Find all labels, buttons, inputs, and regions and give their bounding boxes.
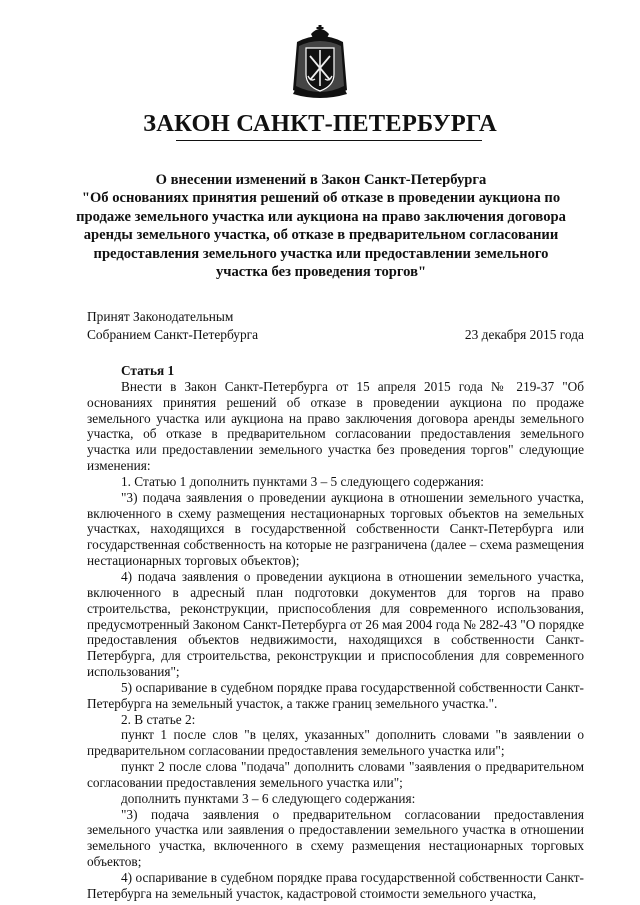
heading-line: аренды земельного участка, об отказе в предварительном согласовании [83,227,559,244]
item-2-heading: 2. В статье 2: [121,711,196,727]
adoption-line-2: Собранием Санкт-Петербурга [87,327,259,342]
coat-of-arms-emblem [289,24,351,102]
item-2-point-3: "3) подача заявления о предварительном согласовании предоставления земельного участка или заявления о предоставлении земельного участка в отношении земельного участка, включенного в схему размещения нестационарных торговых объектов; [87,806,584,870]
item-1-point-4: 4) подача заявления о проведении аукциона в отношении земельного участка, включенного в адресный план подготовки документов для торгов на право строительства, реконструкции, приспособления для современного использования, предусмотренный Законом Санкт-Петербурга от 26 мая 2004 года № 282-43 "О порядке предоставления объектов недвижимости, находящихся в собственности Санкт-Петербурга, для строительства, реконструкции и приспособления для современного использования"; [87,568,584,680]
article-title: Статья 1 [121,363,175,378]
heading-line: продаже земельного участка или аукциона на право заключения договора [76,208,566,225]
item-1-point-5: 5) оспаривание в судебном порядке права государственной собственности Санкт-Петербурга на земельный участок, а также границ земельного участка.". [87,679,584,711]
heading-line: "Об основаниях принятия решений об отказе в проведении аукциона по [81,190,561,207]
article-body [87,363,584,902]
law-heading [70,171,572,281]
heading-line: О внесении изменений в Закон Санкт-Петербурга [155,172,487,188]
adoption-date: 23 декабря 2015 года [464,327,584,342]
item-1-heading: 1. Статью 1 дополнить пунктами 3 – 5 следующего содержания: [121,473,484,489]
adoption-block [87,308,258,344]
law-title: ЗАКОН САНКТ-ПЕТЕРБУРГА [143,110,497,137]
item-2-paragraph-c: дополнить пунктами 3 – 6 следующего содержания: [121,790,416,806]
title-underline [176,140,482,141]
heading-line: участка без проведения торгов" [215,264,427,281]
item-2-paragraph-b: пункт 2 после слова "подача" дополнить словами "заявления о предварительном согласовании предоставления земельного участка или"; [87,759,584,790]
heading-line: предоставления земельного участка или предоставлении земельного [93,245,549,262]
adoption-line-1: Принят Законодательным [87,309,234,324]
item-1-point-3: "3) подача заявления о проведении аукциона в отношении земельного участка, включенного в схему размещения нестационарных торговых объектов на земельных участках, находящихся в государственной собственности Санкт-Петербурга или государственная собственность на которые не разграничена (далее – схема размещения нестационарных торговых объектов); [87,489,584,569]
article-intro: Внести в Закон Санкт-Петербурга от 15 апреля 2015 года № 219-37 "Об основаниях принятия решений об отказе в проведении аукциона по продаже земельного участка или аукциона на право заключения договора аренды земельного участка, об отказе в предварительном согласовании предоставления земельного участка или предоставлении земельного участка без проведения торгов" следующие изменения: [87,378,584,474]
item-2-point-4: 4) оспаривание в судебном порядке права государственной собственности Санкт-Петербурга на земельный участок, кадастровой стоимости земельного участка, [87,870,584,901]
item-2-paragraph-a: пункт 1 после слов "в целях, указанных" дополнить словами "в заявлении о предварительном согласовании предоставления земельного участка или"; [87,727,584,759]
